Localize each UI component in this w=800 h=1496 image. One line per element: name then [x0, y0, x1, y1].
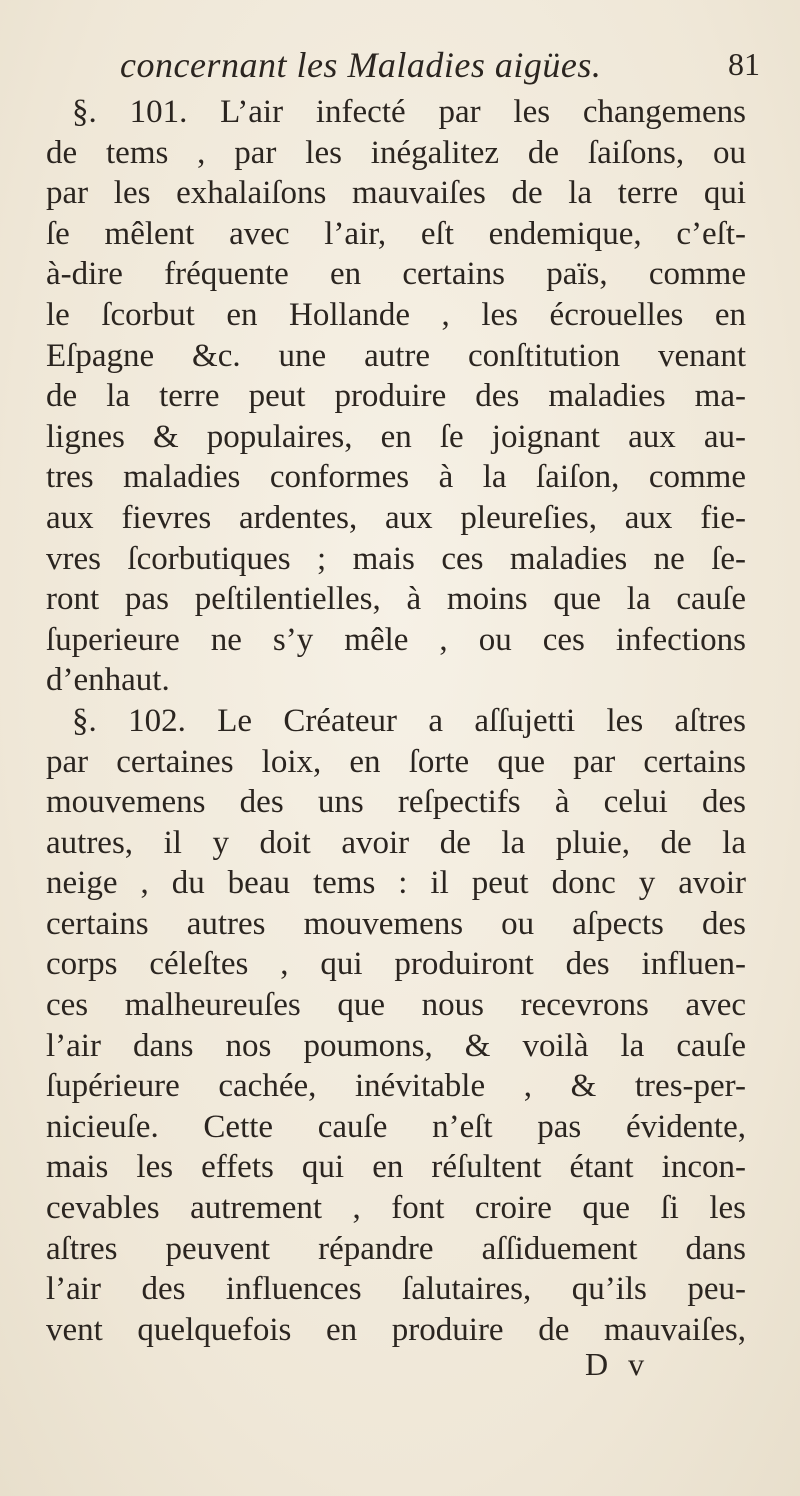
text-line: le ſcorbut en Hollande , les écrouelles en	[46, 296, 746, 333]
text-line: vres ſcorbutiques ; mais ces maladies ne ſe-	[46, 540, 746, 577]
text-line: d’enhaut.	[46, 662, 170, 699]
text-line: Eſpagne &c. une autre conſtitution venant	[46, 337, 746, 374]
text-line: à-dire fréquente en certains païs, comme	[46, 256, 746, 293]
text-line: autres, il y doit avoir de la pluie, de la	[46, 824, 746, 861]
text-line: lignes & populaires, en ſe joignant aux au-	[46, 418, 746, 455]
text-line: ces malheureuſes que nous recevrons avec	[46, 987, 746, 1024]
text-line: par certaines loix, en ſorte que par certains	[46, 743, 746, 780]
text-line: l’air des influences ſalutaires, qu’ils peu-	[46, 1271, 746, 1308]
page-number: 81	[728, 46, 760, 82]
signature-mark: D v	[585, 1346, 651, 1382]
text-line: §. 102. Le Créateur a aſſujetti les aſtres	[72, 702, 746, 739]
running-head: concernant les Maladies aigües.	[120, 45, 602, 85]
text-line: ront pas peſtilentielles, à moins que la cauſe	[46, 581, 746, 618]
text-line: corps céleſtes , qui produiront des influen-	[46, 946, 746, 983]
text-line: tres maladies conformes à la ſaiſon, comme	[46, 459, 746, 496]
text-line: ſupérieure cachée, inévitable , & tres-per-	[46, 1068, 746, 1105]
page-header	[120, 44, 760, 92]
text-line: vent quelquefois en produire de mauvaiſes,	[46, 1311, 746, 1348]
text-line: nicieuſe. Cette cauſe n’eſt pas évidente,	[46, 1108, 746, 1145]
text-line: aux fievres ardentes, aux pleureſies, aux fie-	[46, 499, 746, 536]
text-line: de la terre peut produire des maladies ma-	[46, 378, 746, 415]
text-line: l’air dans nos poumons, & voilà la cauſe	[46, 1027, 746, 1064]
text-line: par les exhalaiſons mauvaiſes de la terre qui	[46, 175, 746, 212]
text-line: ſe mêlent avec l’air, eſt endemique, c’eſt-	[46, 215, 746, 252]
text-line: neige , du beau tems : il peut donc y avoir	[46, 865, 746, 902]
text-line: mouvemens des uns reſpectifs à celui des	[46, 784, 746, 821]
text-line: certains autres mouvemens ou aſpects des	[46, 905, 746, 942]
text-line: cevables autrement , font croire que ſi les	[46, 1190, 746, 1227]
text-line: mais les effets qui en réſultent étant incon-	[46, 1149, 746, 1186]
text-line: aſtres peuvent répandre aſſiduement dans	[46, 1230, 746, 1267]
text-line: §. 101. L’air infecté par les changemens	[72, 94, 746, 130]
text-line: ſuperieure ne s’y mêle , ou ces infections	[46, 621, 746, 658]
text-line: de tems , par les inégalitez de ſaiſons, ou	[46, 134, 746, 171]
body-text	[46, 92, 746, 1350]
